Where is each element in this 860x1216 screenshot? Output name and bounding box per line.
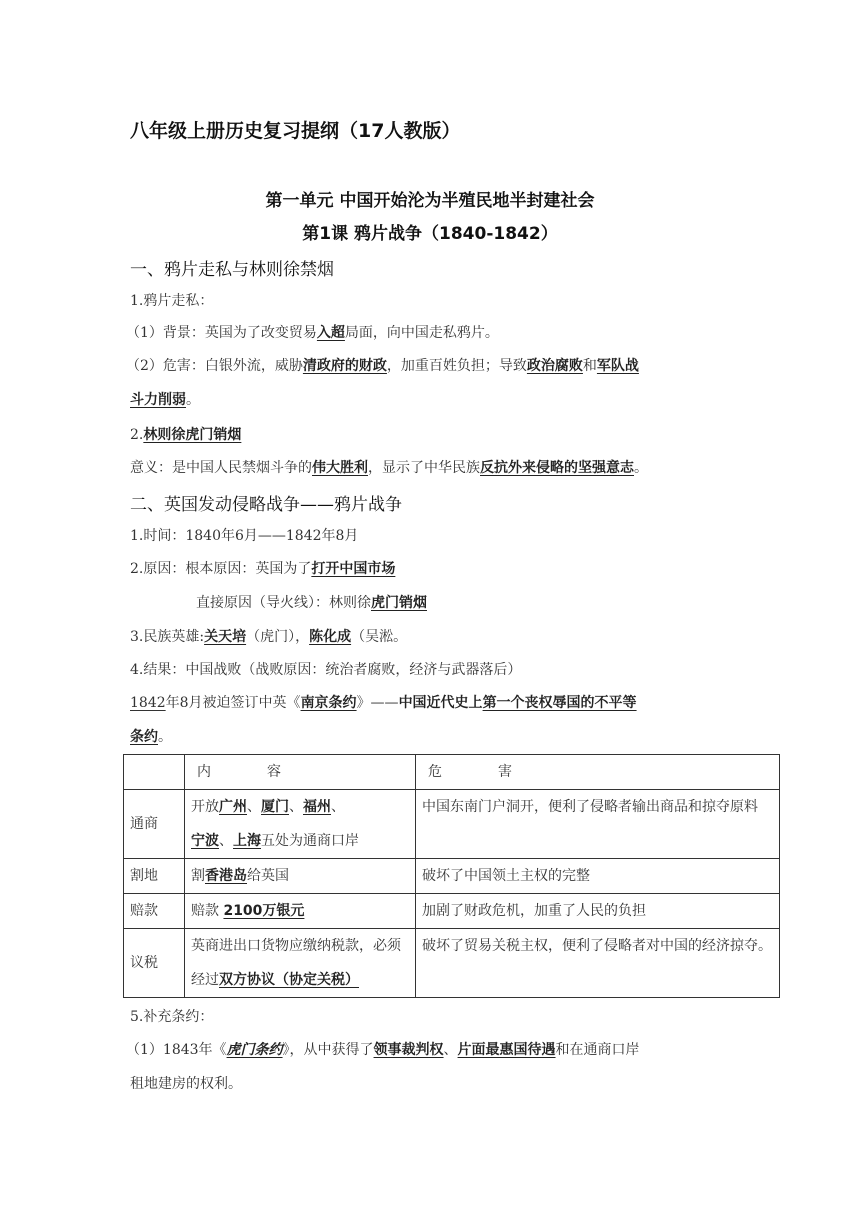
text: 直接原因（导火线）：林则徐 — [196, 595, 371, 611]
row-content — [185, 929, 416, 998]
keyword: 厦门 — [261, 799, 289, 815]
table-header-row — [124, 755, 780, 790]
keyword: 入超 — [316, 325, 345, 341]
treaty-content-table — [123, 754, 780, 998]
text: 。 — [158, 729, 172, 745]
row-label: 议税 — [124, 929, 185, 998]
text: 赔款 — [191, 903, 224, 919]
unit-title: 第一单元 中国开始沦为半殖民地半封建社会 — [265, 191, 595, 211]
row-label: 割地 — [124, 859, 185, 894]
text: （2）危害：白银外流，威胁 — [126, 358, 303, 374]
keyword: 政治腐败 — [526, 358, 583, 374]
text: 。 — [634, 460, 648, 476]
row-content: 开放广州、厦门、福州、 宁波、上海五处为通商口岸 — [185, 790, 416, 859]
supplement-heading: 5.补充条约： — [130, 1009, 214, 1025]
text: 、 — [443, 1042, 458, 1058]
keyword: 广州 — [219, 799, 247, 815]
keyword: 陈化成 — [309, 629, 352, 645]
nanjing-treaty-cont — [130, 726, 172, 746]
text: （1）背景：英国为了改变贸易 — [126, 325, 317, 341]
keyword: 伟大胜利 — [312, 460, 368, 476]
keyword: 2100万银元 — [223, 903, 305, 919]
document-title: 八年级上册历史复习提纲（17人教版） — [130, 120, 461, 142]
keyword: 宁波 — [191, 833, 219, 849]
keyword: 南京条约 — [300, 695, 357, 711]
section-heading-war: 二、英国发动侵略战争——鸦片战争 — [130, 495, 402, 515]
keyword: 虎门销烟 — [371, 595, 427, 611]
national-heroes — [130, 626, 407, 646]
text: 年8月被迫签订中英《 — [165, 695, 301, 711]
section-heading-smuggling: 一、鸦片走私与林则徐禁烟 — [130, 260, 334, 280]
war-time: 1.时间：1840年6月——1842年8月 — [130, 528, 359, 544]
keyword: 虎门条约 — [226, 1042, 283, 1058]
text: 和在通商口岸 — [555, 1042, 640, 1058]
keyword: 关天培 — [204, 629, 247, 645]
keyword: 打开中国市场 — [311, 561, 396, 577]
text: 割 — [191, 868, 205, 884]
table-row — [124, 894, 780, 929]
text: 2.原因：根本原因：英国为了 — [130, 561, 312, 577]
item-opium-smuggling: 1.鸦片走私： — [130, 293, 214, 309]
text: 3.民族英雄: — [130, 629, 205, 645]
text: 局面，向中国走私鸦片。 — [344, 325, 499, 341]
text: 》—— — [356, 695, 399, 711]
keyword: 中国近代史上 — [398, 695, 483, 711]
header-cell — [416, 755, 780, 790]
row-content — [185, 894, 416, 929]
table-row — [124, 929, 780, 998]
row-harm: 中国东南门户洞开，便利了侵略者输出商品和掠夺原料 — [416, 790, 780, 859]
war-cause-root — [130, 558, 395, 578]
item-humen — [130, 424, 241, 444]
smuggling-harm-cont — [130, 389, 200, 409]
header-cell — [124, 755, 185, 790]
keyword: 清政府的财政 — [302, 358, 387, 374]
row-harm: 破坏了中国领土主权的完整 — [416, 859, 780, 894]
row-label: 通商 — [124, 790, 185, 859]
text: ，加重百姓负担；导致 — [386, 358, 527, 374]
treaty-year: 1842 — [130, 695, 166, 711]
humen-treaty — [126, 1039, 640, 1059]
war-result: 4.结果：中国战败（战败原因：统治者腐败，经济与武器落后） — [130, 662, 522, 678]
smuggling-harm — [126, 355, 639, 375]
war-cause-direct — [196, 592, 427, 612]
table-row — [124, 859, 780, 894]
keyword: 领事裁判权 — [373, 1042, 444, 1058]
text: （虎门）， — [246, 629, 310, 645]
humen-treaty-cont: 租地建房的权利。 — [130, 1076, 242, 1092]
text: 英商进出口货物应缴纳税款，必须经过 — [191, 938, 401, 988]
keyword: 林则徐虎门销烟 — [143, 427, 242, 443]
text: （1）1843年《 — [126, 1042, 227, 1058]
row-content — [185, 859, 416, 894]
humen-meaning — [130, 457, 648, 477]
table-row — [124, 790, 780, 859]
row-label: 赔款 — [124, 894, 185, 929]
keyword: 第一个丧权辱国的不平等 — [482, 695, 637, 711]
text: 内 容 — [197, 764, 281, 780]
text: （吴淞。 — [351, 629, 408, 645]
row-harm: 加剧了财政危机，加重了人民的负担 — [416, 894, 780, 929]
keyword: 双方协议（协定关税） — [219, 972, 359, 988]
keyword: 片面最惠国待遇 — [457, 1042, 556, 1058]
text: 。 — [186, 392, 200, 408]
text: 2. — [130, 427, 144, 443]
keyword: 军队战 — [596, 358, 639, 374]
text: 危 害 — [428, 764, 512, 780]
text: 开放 — [191, 799, 219, 815]
keyword: 香港岛 — [205, 868, 247, 884]
keyword: 福州 — [303, 799, 331, 815]
text: 给英国 — [247, 868, 289, 884]
row-harm: 破坏了贸易关税主权，便利了侵略者对中国的经济掠夺。 — [416, 929, 780, 998]
text: 意义：是中国人民禁烟斗争的 — [130, 460, 312, 476]
keyword: 反抗外来侵略的坚强意志 — [480, 460, 634, 476]
keyword: 条约 — [130, 729, 158, 745]
keyword: 斗力削弱 — [130, 392, 186, 408]
lesson-title: 第1课 鸦片战争（1840-1842） — [302, 224, 558, 244]
text: 和 — [582, 358, 597, 374]
nanjing-treaty — [130, 692, 637, 712]
header-cell — [185, 755, 416, 790]
text: 》，从中获得了 — [282, 1042, 374, 1058]
text: ，显示了中华民族 — [368, 460, 480, 476]
text: 五处为通商口岸 — [261, 833, 359, 849]
keyword: 上海 — [233, 833, 261, 849]
smuggling-background — [126, 322, 499, 342]
